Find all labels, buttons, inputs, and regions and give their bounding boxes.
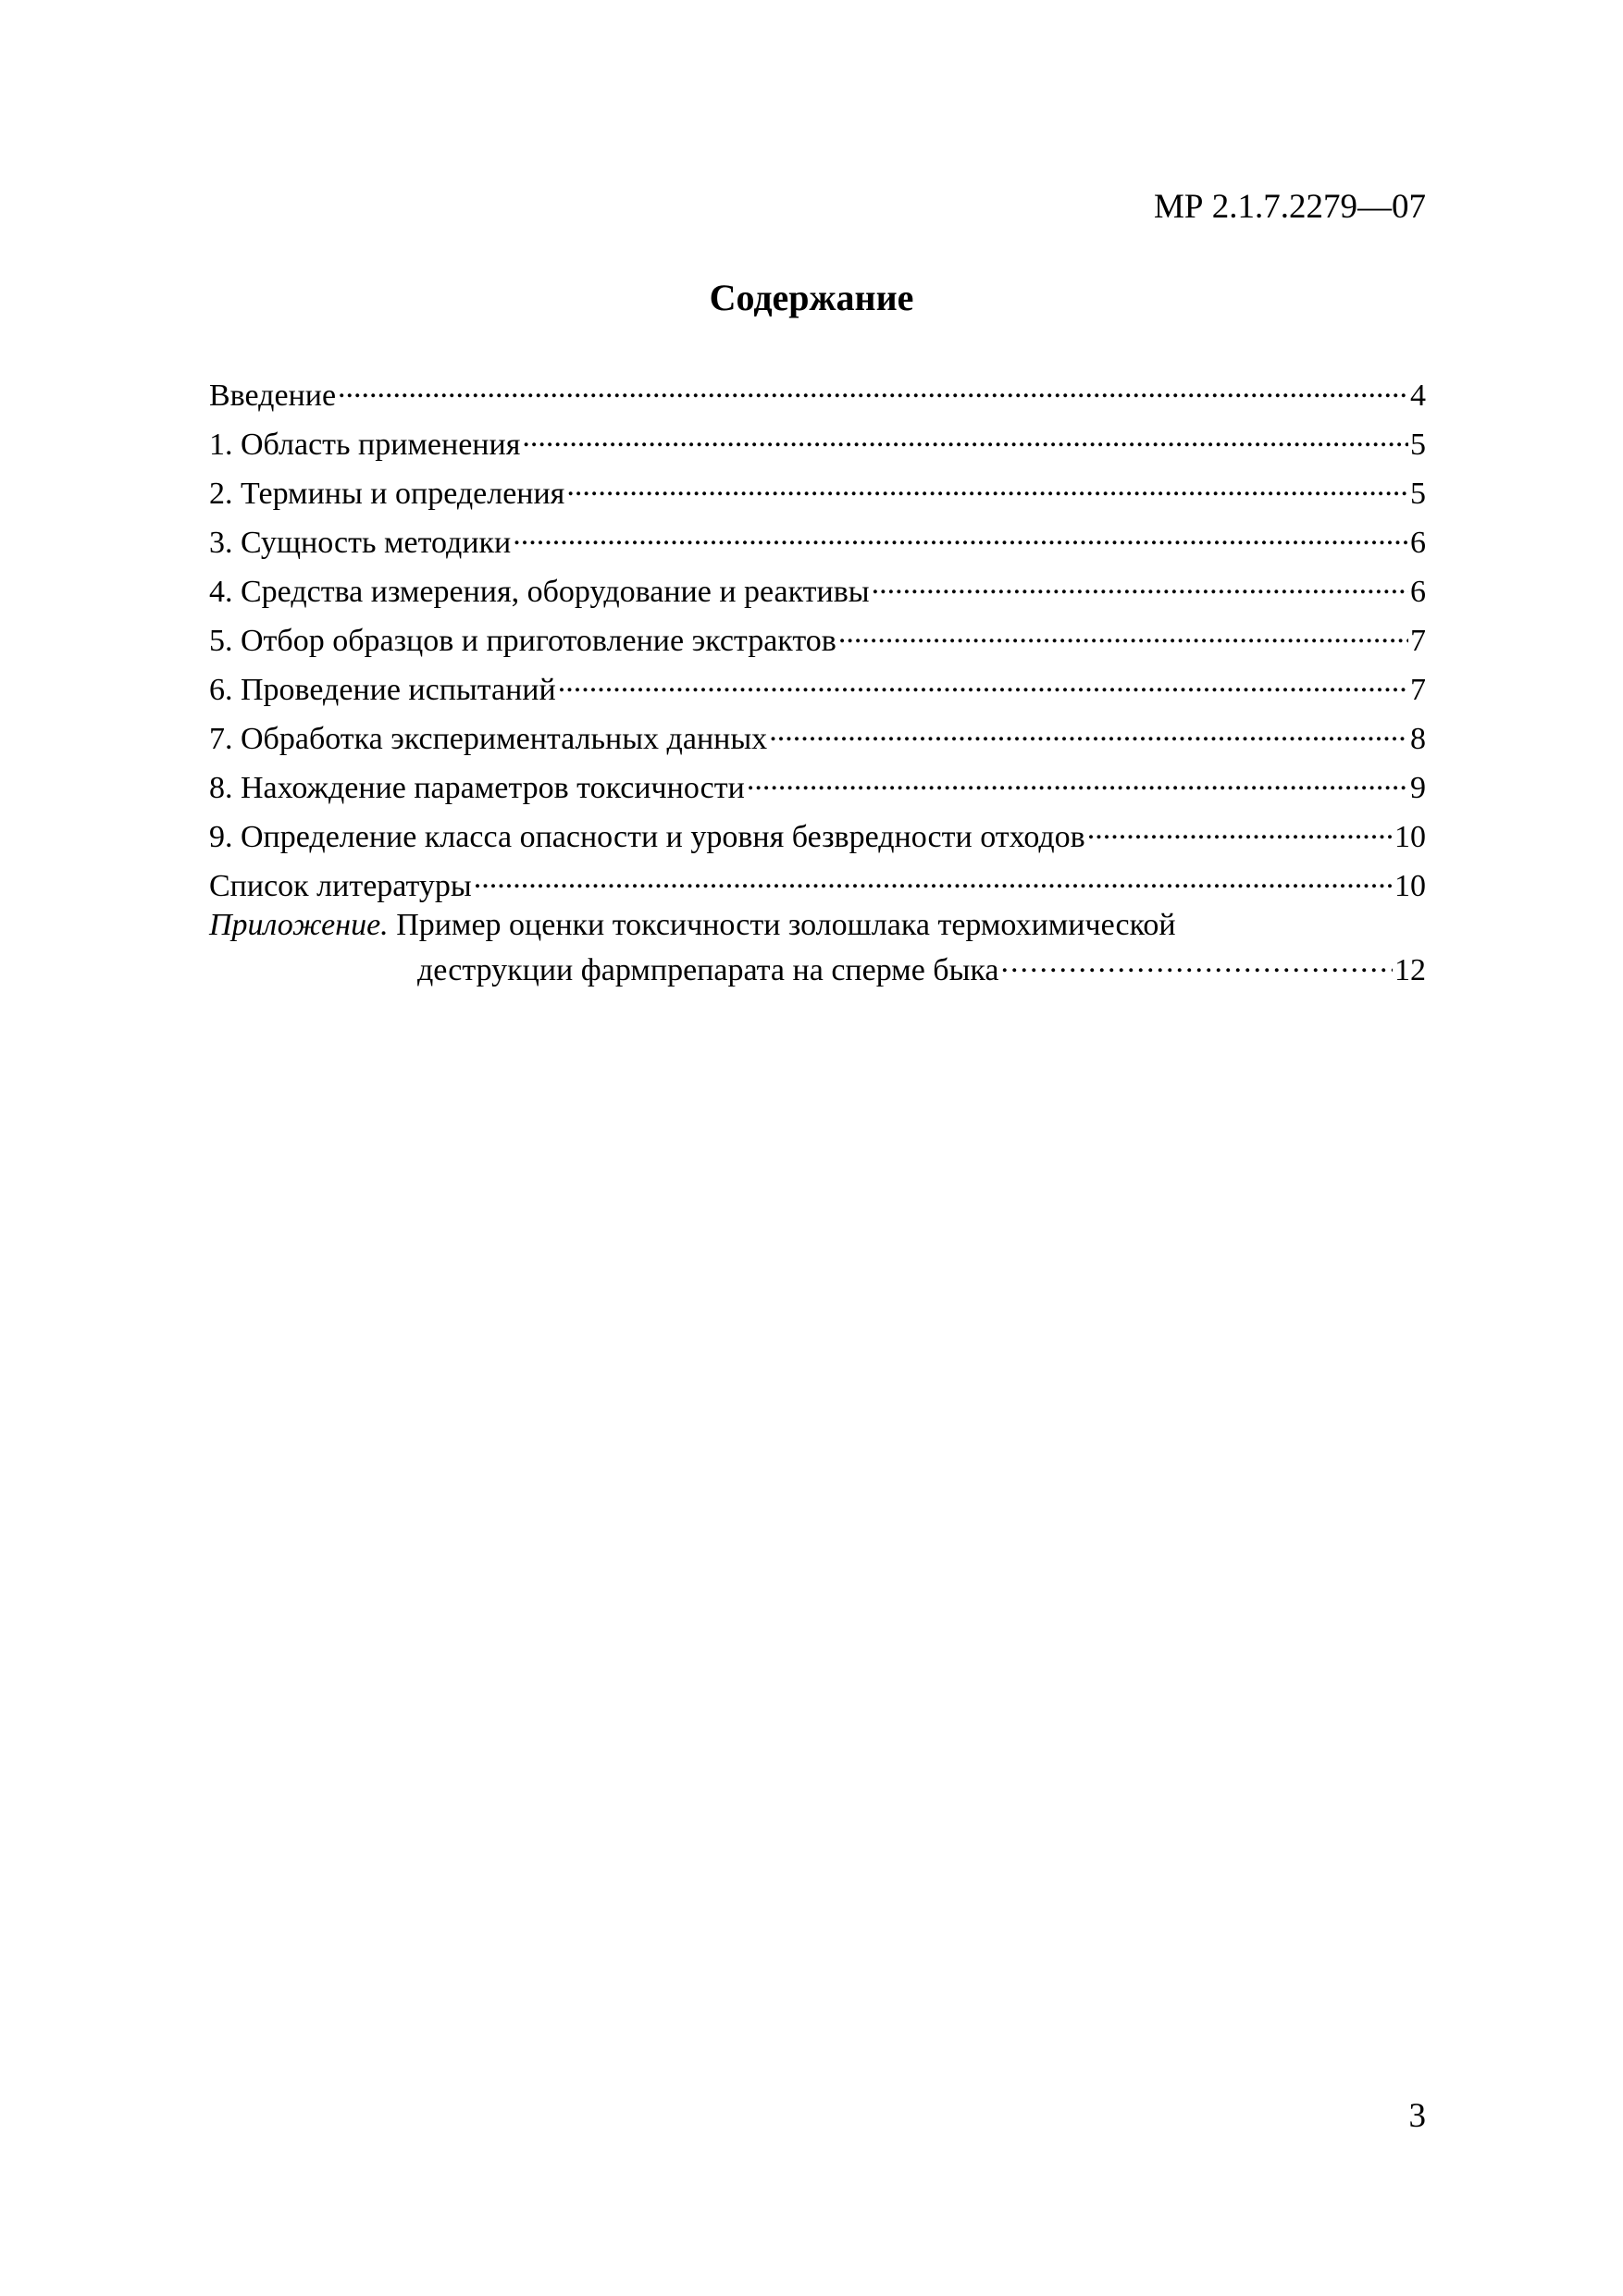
toc-item-page: 10 <box>1394 869 1426 903</box>
toc-item-page: 9 <box>1410 771 1426 805</box>
toc-item-page: 8 <box>1410 722 1426 756</box>
appendix-title-part2: деструкции фармпрепарата на сперме быка <box>417 953 999 987</box>
toc-item-label: 2. Термины и определения <box>209 477 565 511</box>
toc-item-label: 6. Проведение испытаний <box>209 673 556 707</box>
toc-item-data-processing[interactable] <box>209 710 1426 759</box>
toc-item-page: 7 <box>1410 624 1426 658</box>
toc-item-page: 5 <box>1410 428 1426 462</box>
toc-item-label: 4. Средства измерения, оборудование и реактивы <box>209 575 870 609</box>
toc-item-label: 7. Обработка экспериментальных данных <box>209 722 768 756</box>
toc-item-page: 6 <box>1410 575 1426 609</box>
toc-dot-leader <box>1001 941 1393 980</box>
toc-item-page: 7 <box>1410 673 1426 707</box>
toc-item-scope[interactable] <box>209 416 1426 465</box>
toc-item-label: 5. Отбор образцов и приготовление экстрактов <box>209 624 836 658</box>
appendix-title-part1: Пример оценки токсичности золошлака термохимической <box>388 908 1176 942</box>
toc-dot-leader <box>558 661 1408 700</box>
toc-item-label: 1. Область применения <box>209 428 521 462</box>
toc-item-toxicity-parameters[interactable] <box>209 759 1426 808</box>
toc-title: Содержание <box>709 277 914 318</box>
toc-item-introduction[interactable] <box>209 366 1426 416</box>
appendix-title-line <box>209 910 1426 941</box>
toc-item-page: 6 <box>1410 526 1426 560</box>
toc-item-terms[interactable] <box>209 465 1426 514</box>
toc-item-label: Список литературы <box>209 869 472 903</box>
toc-dot-leader <box>747 759 1408 798</box>
page-number: 3 <box>1408 2097 1426 2135</box>
toc-item-label: 8. Нахождение параметров токсичности <box>209 771 745 805</box>
toc-dot-leader <box>566 465 1408 503</box>
toc-item-label: 3. Сущность методики <box>209 526 512 560</box>
toc-dot-leader <box>338 366 1408 405</box>
toc-item-page: 5 <box>1410 477 1426 511</box>
toc-dot-leader <box>474 857 1393 896</box>
appendix-prefix: Приложение. <box>209 908 389 942</box>
toc-dot-leader <box>872 563 1408 602</box>
toc-item-method-essence[interactable] <box>209 514 1426 563</box>
toc-item-page: 4 <box>1410 379 1426 413</box>
table-of-contents <box>209 366 1426 987</box>
toc-item-sampling[interactable] <box>209 612 1426 661</box>
toc-item-label: 9. Определение класса опасности и уровня безвредности отходов <box>209 820 1085 854</box>
toc-item-label: Введение <box>209 379 337 413</box>
toc-item-page: 10 <box>1394 820 1426 854</box>
toc-item-testing[interactable] <box>209 661 1426 710</box>
appendix-continuation-line <box>417 941 1426 987</box>
toc-item-equipment[interactable] <box>209 563 1426 612</box>
toc-dot-leader <box>513 514 1408 552</box>
toc-dot-leader <box>1087 808 1393 847</box>
toc-dot-leader <box>522 416 1408 454</box>
toc-dot-leader <box>838 612 1408 651</box>
toc-item-appendix[interactable] <box>209 910 1426 987</box>
document-code: МР 2.1.7.2279—07 <box>1154 188 1426 226</box>
toc-item-references[interactable] <box>209 857 1426 906</box>
toc-item-hazard-class[interactable] <box>209 808 1426 857</box>
toc-dot-leader <box>769 710 1408 749</box>
toc-item-page: 12 <box>1394 953 1426 987</box>
